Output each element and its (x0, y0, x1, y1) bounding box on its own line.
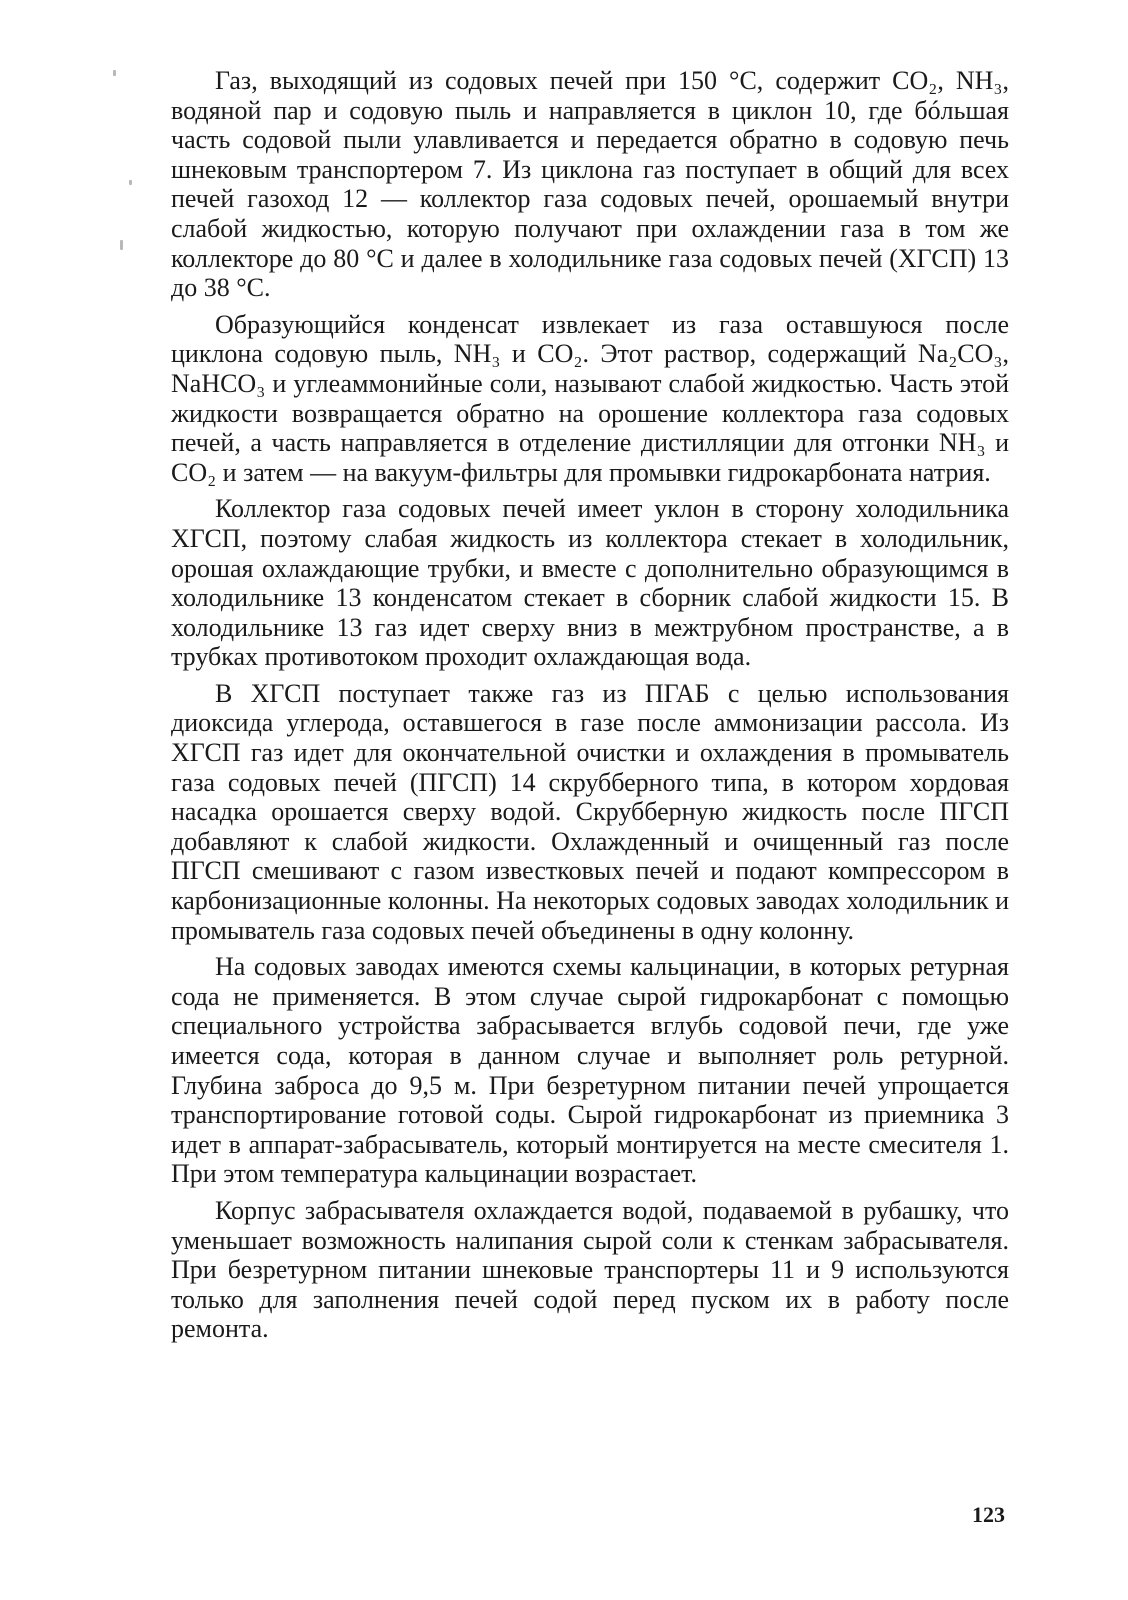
margin-mark (129, 180, 132, 185)
paragraph: Газ, выходящий из содовых печей при 150 °С, содержит CO₂, NH₃, водяной пар и содовую пыль и направляется в циклон 10, где бóльшая часть содовой пыли улавливается и передается обратно в содовую печь шнековым транспортером 7. Из циклона газ поступает в общий для всех печей газоход 12 — коллектор газа содовых печей, орошаемый внутри слабой жидкостью, которую получают при охлаждении газа в том же коллекторе до 80 °С и далее в холодильнике газа содовых печей (ХГСП) 13 до 38 °С. (171, 66, 1009, 303)
margin-mark (120, 240, 123, 250)
paragraph: В ХГСП поступает также газ из ПГАБ с целью использования диоксида углерода, оставшегося в газе после аммонизации рассола. Из ХГСП газ идет для окончательной очистки и охлаждения в промыватель газа содовых печей (ПГСП) 14 скрубберного типа, в котором хордовая насадка орошается сверху водой. Скрубберную жидкость после ПГСП добавляют к слабой жидкости. Охлажденный и очищенный газ после ПГСП смешивают с газом известковых печей и подают компрессором в карбонизационные колонны. На некоторых содовых заводах холодильник и промыватель газа содовых печей объединены в одну колонну. (171, 678, 1009, 945)
page-number: 123 (972, 1502, 1005, 1527)
margin-mark (113, 70, 116, 76)
paragraph: Образующийся конденсат извлекает из газа оставшуюся после циклона содовую пыль, NH₃ и CO₂. Этот раствор, содержащий Na₂CO₃, NaHCO₃ и углеаммонийные соли, называют слабой жидкостью. Часть этой жидкости возвращается обратно на орошение коллектора газа содовых печей, а часть направляется в отделение дистилляции для отгонки NH₃ и CO₂ и затем — на вакуум-фильтры для промывки гидрокарбоната натрия. (171, 309, 1009, 487)
paragraph: Коллектор газа содовых печей имеет уклон в сторону холодильника ХГСП, поэтому слабая жидкость из коллектора стекает в холодильник, орошая охлаждающие трубки, и вместе с дополнительно образующимся в холодильнике 13 конденсатом стекает в сборник слабой жидкости 15. В холодильнике 13 газ идет сверху вниз в межтрубном пространстве, а в трубках противотоком проходит охлаждающая вода. (171, 494, 1009, 672)
paragraph: Корпус забрасывателя охлаждается водой, подаваемой в рубашку, что уменьшает возможность налипания сырой соли к стенкам забрасывателя. При безретурном питании шнековые транспортеры 11 и 9 используются только для заполнения печей содой перед пуском их в работу после ремонта. (171, 1195, 1009, 1344)
paragraph: На содовых заводах имеются схемы кальцинации, в которых ретурная сода не применяется. В этом случае сырой гидрокарбонат с помощью специального устройства забрасывается вглубь содовой печи, где уже имеется сода, которая в данном случае и выполняет роль ретурной. Глубина заброса до 9,5 м. При безретурном питании печей упрощается транспортирование готовой соды. Сырой гидрокарбонат из приемника 3 идет в аппарат-забрасыватель, который монтируется на месте смесителя 1. При этом температура кальцинации возрастает. (171, 952, 1009, 1189)
page-body (171, 66, 1009, 1351)
